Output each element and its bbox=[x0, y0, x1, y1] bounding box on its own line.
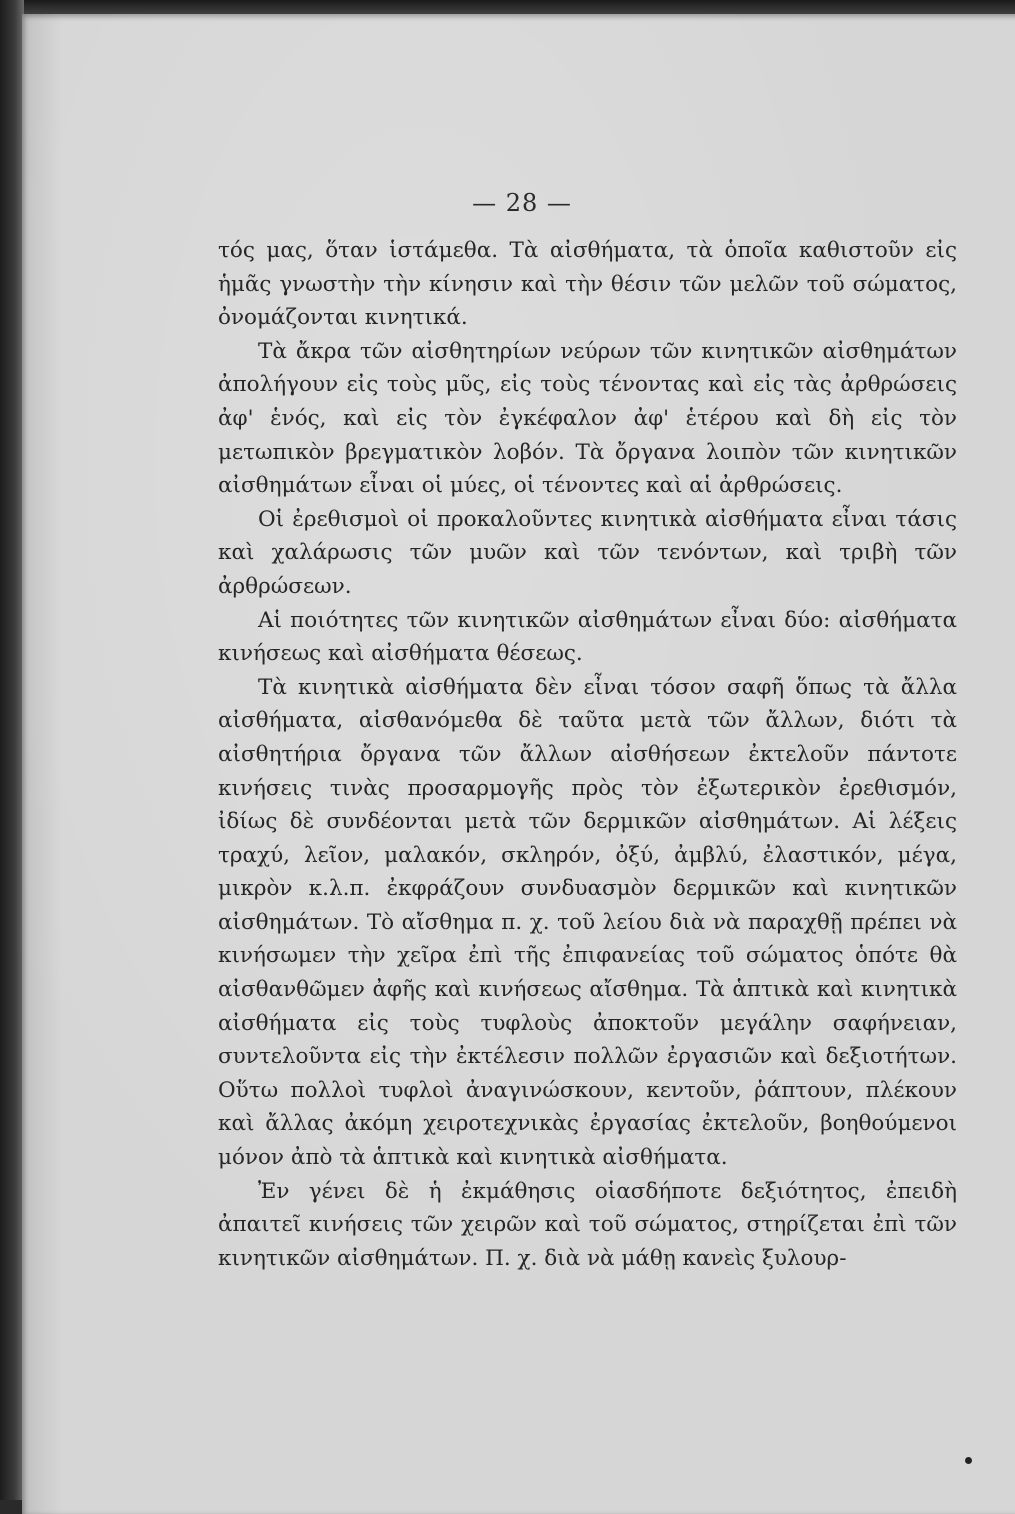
book-page bbox=[22, 14, 1015, 1514]
paragraph-5: Τὰ κινητικὰ αἰσθήματα δὲν εἶναι τόσον σαφῆ ὅπως τὰ ἄλλα αἰσθήματα, αἰσθανόμεθα δὲ ταῦτα μετὰ τῶν ἄλλων, διότι τὰ αἰσθητήρια ὄργανα τῶν ἄλλων αἰσθήσεων ἐκτελοῦν πάντοτε κινήσεις τινὰς προσαρμογῆς πρὸς τὸν ἐξωτερικὸν ἐρεθισμόν, ἰδίως δὲ συνδέονται μετὰ τῶν δερμικῶν αἰσθημάτων. Αἱ λέξεις τραχύ, λεῖον, μαλακόν, σκληρόν, ὀξύ, ἀμβλύ, ἐλαστικόν, μέγα, μικρὸν κ.λ.π. ἐκφράζουν συνδυασμὸν δερμικῶν καὶ κινητικῶν αἰσθημάτων. Τὸ αἴσθημα π. χ. τοῦ λείου διὰ νὰ παραχθῇ πρέπει νὰ κινήσωμεν τὴν χεῖρα ἐπὶ τῆς ἐπιφανείας τοῦ σώματος ὁπότε θὰ αἰσθανθῶμεν ἀφῆς καὶ κινήσεως αἴσθημα. Τὰ ἁπτικὰ καὶ κινητικὰ αἰσθήματα εἰς τοὺς τυφλοὺς ἀποκτοῦν μεγάλην σαφήνειαν, συντελοῦντα εἰς τὴν ἐκτέλεσιν πολλῶν ἐργασιῶν καὶ δεξιοτήτων. Οὕτω πολλοὶ τυφλοὶ ἀναγινώσκουν, κεντοῦν, ῥάπτουν, πλέκουν καὶ ἄλλας ἀκόμη χειροτεχνικὰς ἐργασίας ἐκτελοῦν, βοηθούμενοι μόνον ἀπὸ τὰ ἁπτικὰ καὶ κινητικὰ αἰσθήματα. bbox=[218, 674, 957, 1171]
paragraph-2: Τὰ ἄκρα τῶν αἰσθητηρίων νεύρων τῶν κινητικῶν αἰσθημάτων ἀπολήγουν εἰς τοὺς μῦς, εἰς τοὺς τένοντας καὶ εἰς τὰς ἀρθρώσεις ἀφ' ἑνός, καὶ εἰς τὸν ἐγκέφαλον ἀφ' ἑτέρου καὶ δὴ εἰς τὸν μετωπικὸν βρεγματικὸν λοβόν. Τὰ ὄργανα λοιπὸν τῶν κινητικῶν αἰσθημάτων εἶναι οἱ μύες, οἱ τένοντες καὶ αἱ ἀρθρώσεις. bbox=[218, 338, 957, 499]
scan-border-left bbox=[0, 0, 24, 1500]
page-number: — 28 — bbox=[472, 189, 572, 217]
paragraph-4: Αἱ ποιότητες τῶν κινητικῶν αἰσθημάτων εἶναι δύο: αἰσθήματα κινήσεως καὶ αἰσθήματα θέσεως. bbox=[218, 607, 957, 667]
body-text bbox=[218, 234, 957, 1275]
ink-spot bbox=[965, 1457, 972, 1464]
paragraph-3: Οἱ ἐρεθισμοὶ οἱ προκαλοῦντες κινητικὰ αἰσθήματα εἶναι τάσις καὶ χαλάρωσις τῶν μυῶν καὶ τῶν τενόντων, καὶ τριβὴ τῶν ἀρθρώσεων. bbox=[218, 506, 957, 599]
paragraph-6: Ἐν γένει δὲ ἡ ἐκμάθησις οἱασδήποτε δεξιότητος, ἐπειδὴ ἀπαιτεῖ κινήσεις τῶν χειρῶν καὶ τοῦ σώματος, στηρίζεται ἐπὶ τῶν κινητικῶν αἰσθημάτων. Π. χ. διὰ νὰ μάθῃ κανεὶς ξυλουρ- bbox=[218, 1178, 957, 1271]
paragraph-1: τός μας, ὅταν ἱστάμεθα. Τὰ αἰσθήματα, τὰ ὁποῖα καθιστοῦν εἰς ἡμᾶς γνωστὴν τὴν κίνησιν καὶ τὴν θέσιν τῶν μελῶν τοῦ σώματος, ὀνομάζονται κινητικά. bbox=[218, 238, 957, 331]
